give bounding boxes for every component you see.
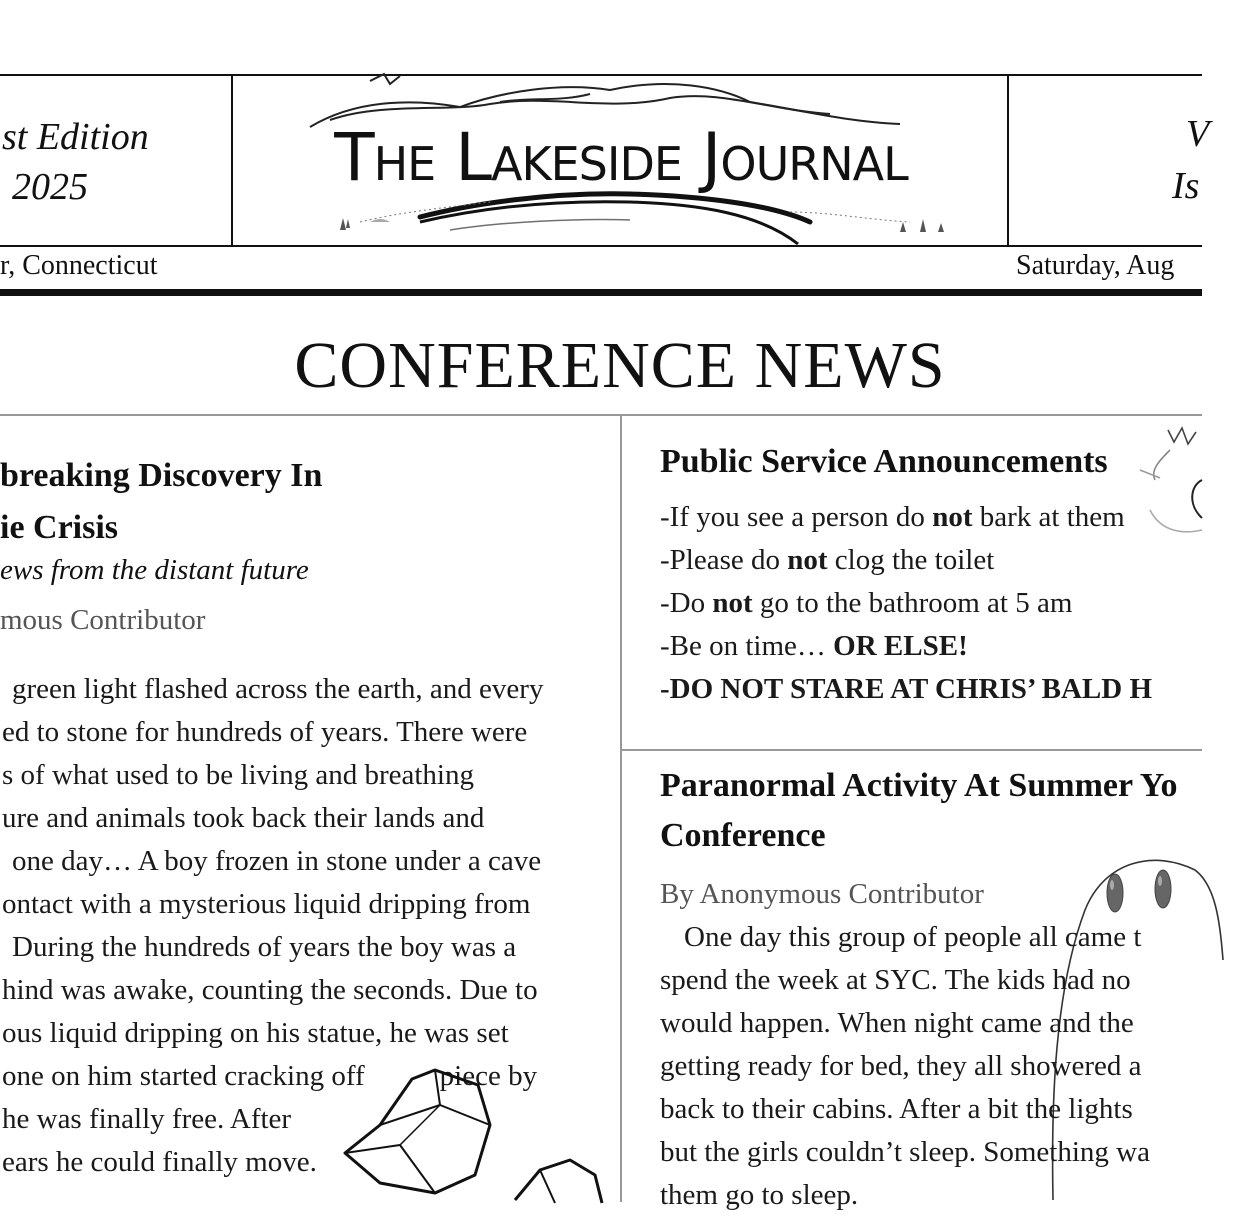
psa-bottom-rule bbox=[622, 749, 1202, 751]
psa-item bbox=[660, 496, 1152, 539]
left-body-line: ed to stone for hundreds of years. There were bbox=[2, 716, 528, 748]
masthead-heavy-rule bbox=[0, 289, 1202, 296]
section-rule bbox=[0, 414, 1202, 416]
left-headline-line-2: ie Crisis bbox=[0, 509, 119, 546]
volume-label bbox=[1150, 108, 1209, 212]
right-body-line: One day this group of people all came t bbox=[684, 921, 1142, 953]
right-body-line: but the girls couldn’t sleep. Something wa bbox=[660, 1136, 1150, 1168]
left-body-line: During the hundreds of years the boy was a bbox=[12, 931, 517, 963]
volume-line-1: V bbox=[1186, 113, 1210, 155]
psa-heading: Public Service Announcements bbox=[660, 443, 1108, 480]
column-divider bbox=[620, 416, 622, 1202]
psa-item-emphasis: OR ELSE! bbox=[833, 630, 968, 662]
left-body-line: he was finally free. After bbox=[2, 1103, 292, 1135]
psa-list bbox=[660, 496, 1152, 711]
masthead-right-divider bbox=[1007, 74, 1009, 247]
left-byline: mous Contributor bbox=[0, 604, 206, 636]
left-body-line: ous liquid dripping on his statue, he was set bbox=[2, 1017, 509, 1049]
right-headline-line-1: Paranormal Activity At Summer Yo bbox=[660, 767, 1178, 804]
psa-item-emphasis: not bbox=[932, 501, 973, 533]
psa-item-emphasis: not bbox=[712, 587, 753, 619]
volume-line-2: Is bbox=[1172, 165, 1200, 207]
section-title: CONFERENCE NEWS bbox=[294, 329, 946, 402]
psa-item bbox=[660, 582, 1152, 625]
right-byline: By Anonymous Contributor bbox=[660, 878, 984, 910]
psa-item-text: -Do bbox=[660, 587, 713, 619]
psa-item-text: -If you see a person do bbox=[660, 501, 933, 533]
psa-item-text: clog the toilet bbox=[827, 544, 995, 576]
left-body-line: ure and animals took back their lands and bbox=[2, 802, 485, 834]
psa-item bbox=[660, 539, 1152, 582]
journal-title: The Lakeside Journal bbox=[334, 119, 908, 196]
location-text: r, Connecticut bbox=[0, 250, 158, 281]
psa-item-text: bark at them bbox=[972, 501, 1125, 533]
right-body-line: spend the week at SYC. The kids had no bbox=[660, 964, 1131, 996]
psa-item-emphasis: -DO NOT STARE AT CHRIS’ BALD H bbox=[660, 673, 1153, 705]
psa-item-text: go to the bathroom at 5 am bbox=[752, 587, 1073, 619]
left-subhead: ews from the distant future bbox=[0, 554, 309, 586]
psa-item-emphasis: not bbox=[787, 544, 828, 576]
left-body-line: hind was awake, counting the seconds. Due to bbox=[2, 974, 538, 1006]
right-body-line: getting ready for bed, they all showered a bbox=[660, 1050, 1142, 1082]
psa-item-text: -Please do bbox=[660, 544, 788, 576]
edition-label bbox=[0, 112, 222, 212]
left-body-line: s of what used to be living and breathing bbox=[2, 759, 474, 791]
right-body-line: back to their cabins. After a bit the lights bbox=[660, 1093, 1133, 1125]
edition-line-1: st Edition bbox=[2, 116, 149, 158]
rock-drawing bbox=[340, 1065, 610, 1205]
masthead-left-divider bbox=[231, 74, 233, 247]
left-body-line: ontact with a mysterious liquid dripping from bbox=[2, 888, 531, 920]
left-body-line: ears he could finally move. bbox=[2, 1146, 317, 1178]
psa-item-text: -Be on time… bbox=[660, 630, 834, 662]
left-headline-line-1: breaking Discovery In bbox=[0, 457, 323, 494]
left-body-fragment: one on him started cracking off bbox=[2, 1060, 365, 1092]
left-body-line: one day… A boy frozen in stone under a cave bbox=[12, 845, 542, 877]
right-headline-line-2: Conference bbox=[660, 817, 826, 854]
right-body-line: would happen. When night came and the bbox=[660, 1007, 1134, 1039]
edition-line-2: 2025 bbox=[12, 166, 88, 208]
right-body-line: them go to sleep. bbox=[660, 1179, 859, 1211]
right-body bbox=[660, 916, 1150, 1217]
left-body-line: green light flashed across the earth, and every bbox=[12, 673, 544, 705]
psa-item bbox=[660, 668, 1152, 711]
date-text: Saturday, Aug bbox=[1016, 250, 1175, 281]
psa-item bbox=[660, 625, 1152, 668]
left-body-fragment: piece by bbox=[439, 1060, 538, 1092]
